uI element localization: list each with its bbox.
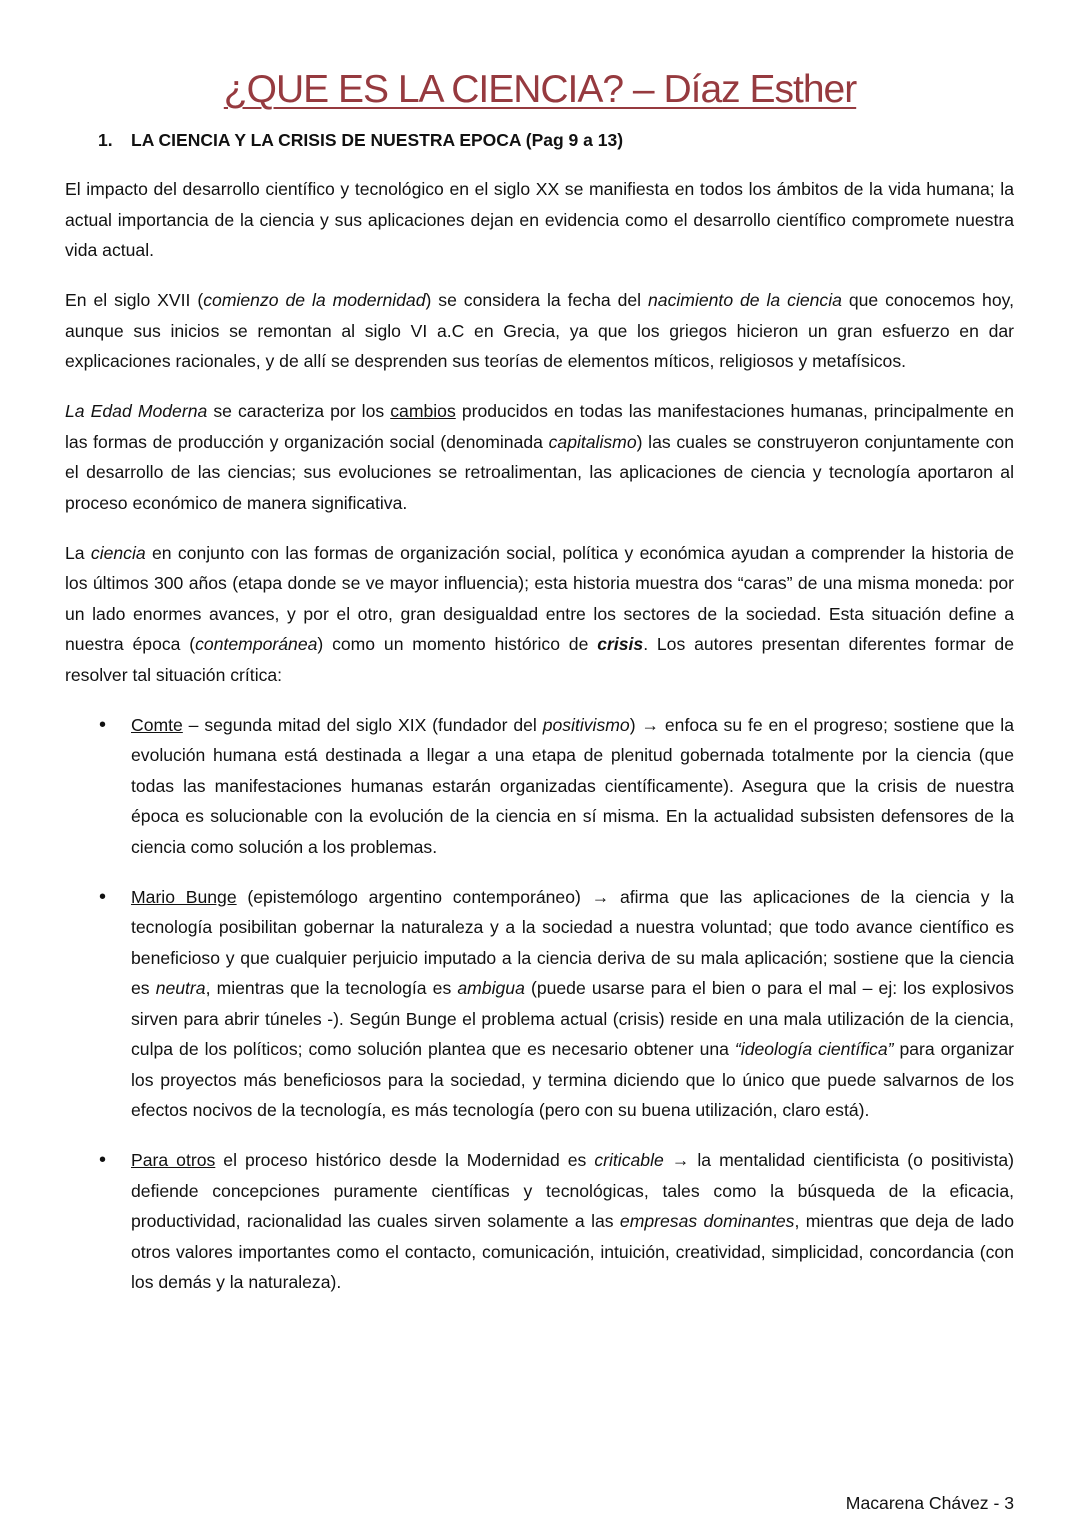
text-run: Para otros: [131, 1150, 216, 1170]
text-run: positivismo: [542, 714, 630, 735]
document-title: ¿QUE ES LA CIENCIA? – Díaz Esther: [223, 68, 857, 111]
text-run: producidos en todas las manifestaciones humanas, principalmente en las formas de producción y organización social (denominada: [65, 401, 1014, 452]
text-run: crisis: [597, 634, 644, 654]
text-run: “ideología científica”: [734, 1039, 894, 1059]
document-body: [65, 174, 1014, 1317]
text-run: → la mentalidad cientificista (o positivista) defiende concepciones puramente científicas y tecnológicas, tales como la búsqueda de la eficacia, productividad, racionalidad las cuales sirven solamente a las: [131, 1150, 1015, 1231]
text-run: , mientras que la tecnología es: [205, 978, 458, 998]
text-run: nacimiento de la ciencia: [648, 290, 842, 310]
text-run: ambigua: [457, 978, 525, 998]
text-run: (epistemólogo argentino contemporáneo) → afirma que las aplicaciones de la ciencia y la tecnología posibilitan gobernar la naturaleza y a la sociedad a nuestra voluntad; que todo avance científico es beneficioso y que cualquier perjuicio imputado a la ciencia deriva de su mala aplicación; sostiene que la ciencia es: [131, 886, 1014, 998]
text-run: el proceso histórico desde la Modernidad es: [215, 1150, 595, 1170]
text-run: (puede usarse para el bien o para el mal – ej: los explosivos sirven para abrir túneles -). Según Bunge el problema actual (crisis) reside en una mala utilización de la ciencia, culpa de los políticos; como solución plantea que es necesario obtener una: [131, 978, 1014, 1059]
page-footer: Macarena Chávez - 3: [845, 1493, 1014, 1513]
text-run: – segunda mitad del siglo XIX (fundador del: [182, 714, 543, 735]
text-run: Comte: [131, 714, 183, 735]
paragraph: [65, 174, 1014, 266]
text-run: ciencia: [90, 542, 146, 563]
paragraphs: [65, 174, 1014, 690]
text-run: El impacto del desarrollo científico y tecnológico en el siglo XX se manifiesta en todos los ámbitos de la vida humana; la actual importancia de la ciencia y sus aplicaciones dejan en evidencia como el desarrollo científico compromete nuestra vida actual.: [65, 179, 1014, 260]
text-run: empresas dominantes: [619, 1211, 795, 1231]
text-run: La: [65, 542, 91, 563]
paragraph: [65, 285, 1014, 377]
section-label: LA CIENCIA Y LA CRISIS DE NUESTRA EPOCA (Pag 9 a 13): [131, 130, 624, 150]
text-run: . Los autores presentan diferentes formar de resolver tal situación crítica:: [65, 634, 1014, 685]
text-run: Mario Bunge: [131, 886, 237, 907]
text-run: La Edad Moderna: [65, 401, 208, 421]
text-run: criticable: [594, 1150, 664, 1170]
text-run: que conocemos hoy, aunque sus inicios se remontan al siglo VI a.C en Grecia, ya que los griegos hicieron un gran esfuerzo en dar explicaciones racionales, y de allí se desprenden sus teorías de elementos míticos, religiosos y metafísicos.: [65, 290, 1014, 371]
paragraph: [65, 538, 1014, 691]
bullet-list: [65, 710, 1014, 1298]
text-run: se caracteriza por los: [207, 401, 391, 421]
text-run: en conjunto con las formas de organización social, política y económica ayudan a comprender la historia de los últimos 300 años (etapa donde se ve mayor influencia); esta historia muestra dos “caras” de una misma moneda: por un lado enormes avances, y por el otro, gran desigualdad entre los sectores de la sociedad. Esta situación define a nuestra época (: [65, 542, 1014, 654]
text-run: cambios: [390, 401, 456, 421]
section-number: 1.: [98, 130, 113, 150]
text-run: para organizar los proyectos más beneficiosos para la sociedad, y termina diciendo que lo único que puede salvarnos de los efectos nocivos de la tecnología, es más tecnología (pero con su buena utilización, claro está).: [131, 1039, 1015, 1120]
section-heading: [98, 130, 623, 151]
text-run: comienzo de la modernidad: [203, 290, 426, 310]
text-run: ) → enfoca su fe en el progreso; sostiene que la evolución humana está destinada a llegar a una etapa de plenitud gobernada totalmente por la ciencia (que todas las manifestaciones humanas estarán organizadas científicamente). Asegura que la crisis de nuestra época es solucionable con la evolución de la ciencia en sí misma. En la actualidad subsisten defensores de la ciencia como solución a los problemas.: [131, 714, 1014, 857]
text-run: neutra: [155, 978, 206, 998]
text-run: contemporánea: [195, 634, 318, 654]
paragraph: [65, 396, 1014, 518]
bullet-item: [65, 1145, 1014, 1298]
bullet-item: [65, 710, 1014, 863]
text-run: En el siglo XVII (: [65, 290, 204, 310]
text-run: capitalismo: [548, 431, 637, 452]
text-run: ) las cuales se construyeron conjuntamente con el desarrollo de las ciencias; sus evoluciones se retroalimentan, las aplicaciones de ciencia y tecnología aportaron al proceso económico de manera significativa.: [65, 431, 1014, 513]
text-run: ) como un momento histórico de: [317, 634, 598, 654]
text-run: , mientras que deja de lado otros valores importantes como el contacto, comunicación, intuición, creatividad, simplicidad, concordancia (con los demás y la naturaleza).: [131, 1211, 1014, 1292]
text-run: ) se considera la fecha del: [425, 290, 649, 310]
bullet-item: [65, 882, 1014, 1126]
